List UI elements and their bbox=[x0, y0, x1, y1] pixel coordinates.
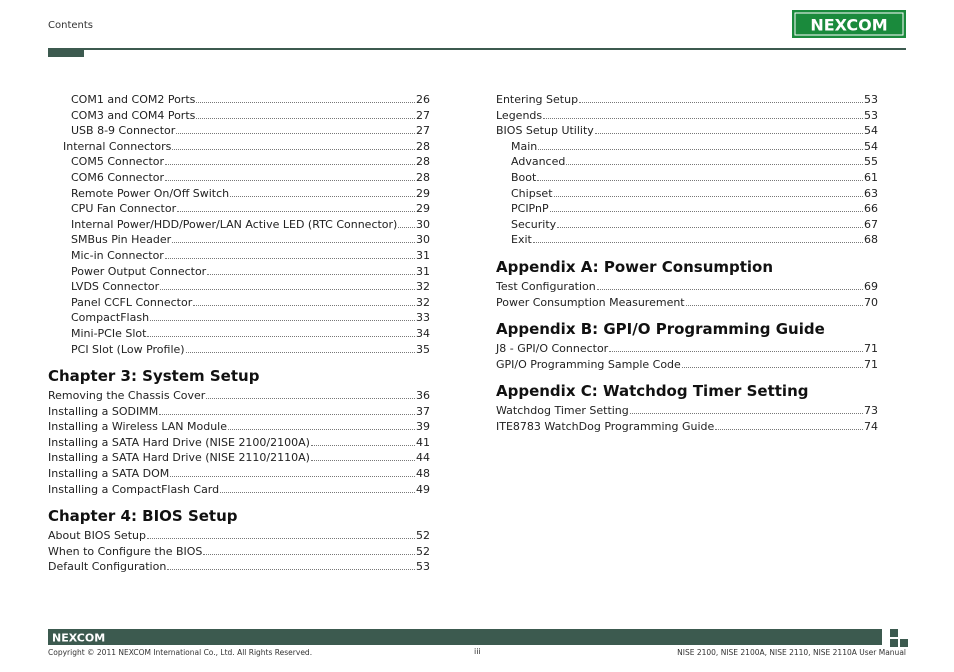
toc-entry-title: Installing a SATA Hard Drive (NISE 2100/2100A) bbox=[48, 435, 310, 449]
toc-entry-title: SMBus Pin Header bbox=[71, 233, 172, 247]
toc-entry[interactable] bbox=[48, 419, 430, 435]
toc-entry[interactable] bbox=[48, 544, 430, 560]
toc-entry-title: Mini-PCIe Slot bbox=[71, 326, 147, 340]
toc-entry-title: CompactFlash bbox=[71, 311, 150, 325]
toc-entry-title: Panel CCFL Connector bbox=[71, 295, 193, 309]
toc-entry-title: J8 - GPI/O Connector bbox=[496, 342, 609, 356]
toc-entry[interactable] bbox=[496, 217, 878, 233]
toc-entry-title: Power Output Connector bbox=[71, 264, 207, 278]
toc-leader-dots bbox=[609, 342, 863, 352]
toc-entry[interactable] bbox=[496, 341, 878, 357]
toc-entry-title: Internal Connectors bbox=[63, 139, 172, 153]
toc-entry-page: 34 bbox=[416, 326, 430, 340]
toc-entry-page: 41 bbox=[416, 435, 430, 449]
toc-leader-dots bbox=[150, 311, 415, 321]
toc-entry[interactable] bbox=[496, 357, 878, 373]
toc-entry-page: 32 bbox=[416, 295, 430, 309]
toc-entry-page: 28 bbox=[416, 155, 430, 169]
toc-entry[interactable] bbox=[496, 170, 878, 186]
toc-entry-page: 53 bbox=[864, 108, 878, 122]
toc-entry-title: Entering Setup bbox=[496, 93, 579, 106]
toc-entry-title: Chipset bbox=[511, 186, 553, 200]
toc-entry-page: 31 bbox=[416, 248, 430, 262]
toc-entry-page: 70 bbox=[864, 295, 878, 309]
toc-leader-dots bbox=[167, 560, 415, 570]
toc-entry[interactable] bbox=[48, 201, 430, 217]
toc-leader-dots bbox=[566, 155, 863, 165]
toc-leader-dots bbox=[597, 280, 863, 290]
toc-leader-dots bbox=[165, 155, 415, 165]
toc-leader-dots bbox=[147, 529, 415, 539]
header-label: Contents bbox=[48, 20, 93, 31]
toc-entry-title: Test Configuration bbox=[496, 279, 596, 293]
toc-entry-title: BIOS Setup Utility bbox=[496, 124, 594, 138]
toc-leader-dots bbox=[579, 93, 863, 103]
toc-entry-title: PCIPnP bbox=[511, 202, 549, 216]
toc-entry-page: 28 bbox=[416, 139, 430, 153]
toc-entry[interactable] bbox=[48, 170, 430, 186]
toc-entry-page: 63 bbox=[864, 186, 878, 200]
toc-entry-title: Advanced bbox=[511, 155, 566, 169]
toc-entry-page: 66 bbox=[864, 202, 878, 216]
section-heading: Chapter 3: System Setup bbox=[48, 367, 260, 386]
toc-entry[interactable] bbox=[48, 450, 430, 466]
toc-entry-title: COM1 and COM2 Ports bbox=[71, 93, 196, 106]
top-tab bbox=[48, 48, 84, 57]
toc-entry-page: 44 bbox=[416, 451, 430, 465]
toc-entry-page: 52 bbox=[416, 544, 430, 558]
toc-entry-title: Power Consumption Measurement bbox=[496, 295, 685, 309]
toc-entry[interactable] bbox=[48, 435, 430, 451]
toc-entry-title: LVDS Connector bbox=[71, 280, 160, 294]
toc-entry-title: GPI/O Programming Sample Code bbox=[496, 357, 681, 371]
toc-entry[interactable] bbox=[48, 342, 430, 358]
toc-entry-page: 71 bbox=[864, 357, 878, 371]
toc-leader-dots bbox=[193, 296, 415, 306]
toc-leader-dots bbox=[557, 218, 863, 228]
toc-entry[interactable] bbox=[48, 559, 430, 575]
toc-entry[interactable] bbox=[48, 326, 430, 342]
toc-entry-title: Watchdog Timer Setting bbox=[496, 404, 629, 418]
toc-left-column bbox=[48, 92, 430, 575]
toc-leader-dots bbox=[311, 451, 415, 461]
toc-entry-page: 52 bbox=[416, 529, 430, 543]
toc-entry-page: 53 bbox=[416, 560, 430, 574]
toc-entry-page: 30 bbox=[416, 217, 430, 231]
toc-entry-title: ITE8783 WatchDog Programming Guide bbox=[496, 419, 715, 433]
toc-leader-dots bbox=[186, 343, 415, 353]
copyright: Copyright © 2011 NEXCOM International Co., Ltd. All Rights Reserved. bbox=[48, 648, 313, 657]
toc-entry[interactable] bbox=[48, 92, 430, 108]
manual-title: NISE 2100, NISE 2100A, NISE 2110, NISE 2110A User Manual bbox=[677, 648, 906, 657]
toc-entry-page: 49 bbox=[416, 482, 430, 496]
toc-entry-title: When to Configure the BIOS bbox=[48, 544, 203, 558]
toc-leader-dots bbox=[207, 265, 415, 275]
toc-leader-dots bbox=[176, 124, 415, 134]
toc-entry-title: Installing a Wireless LAN Module bbox=[48, 420, 228, 434]
toc-entry[interactable] bbox=[48, 279, 430, 295]
toc-entry[interactable] bbox=[48, 482, 430, 498]
toc-entry-page: 37 bbox=[416, 404, 430, 418]
toc-leader-dots bbox=[595, 124, 863, 134]
toc-leader-dots bbox=[172, 233, 415, 243]
toc-entry[interactable] bbox=[48, 295, 430, 311]
toc-entry-title: Legends bbox=[496, 108, 543, 122]
toc-entry[interactable] bbox=[48, 154, 430, 170]
toc-leader-dots bbox=[537, 171, 863, 181]
toc-leader-dots bbox=[165, 171, 415, 181]
toc-entry[interactable] bbox=[48, 264, 430, 280]
toc-entry-page: 30 bbox=[416, 233, 430, 247]
footer-squares-icon bbox=[890, 629, 908, 647]
toc-entry-title: Mic-in Connector bbox=[71, 248, 164, 262]
toc-leader-dots bbox=[543, 109, 863, 119]
toc-leader-dots bbox=[550, 202, 863, 212]
toc-entry[interactable] bbox=[48, 310, 430, 326]
toc-entry[interactable] bbox=[48, 248, 430, 264]
section-heading: Appendix A: Power Consumption bbox=[496, 257, 774, 276]
toc-entry-page: 28 bbox=[416, 170, 430, 184]
toc-entry-title: COM5 Connector bbox=[71, 155, 165, 169]
toc-leader-dots bbox=[686, 296, 863, 306]
toc-entry-page: 36 bbox=[416, 389, 430, 403]
logo-text: NEXCOM bbox=[810, 15, 888, 35]
toc-entry[interactable] bbox=[48, 232, 430, 248]
toc-leader-dots bbox=[228, 420, 415, 430]
toc-entry-page: 27 bbox=[416, 108, 430, 122]
toc-leader-dots bbox=[630, 404, 863, 414]
toc-entry-title: About BIOS Setup bbox=[48, 529, 146, 543]
toc-entry-title: Removing the Chassis Cover bbox=[48, 389, 206, 403]
toc-entry[interactable] bbox=[48, 466, 430, 482]
toc-entry[interactable] bbox=[48, 108, 430, 124]
toc-leader-dots bbox=[203, 545, 415, 555]
toc-entry-page: 39 bbox=[416, 420, 430, 434]
toc-entry-title: Main bbox=[511, 139, 538, 153]
toc-entry[interactable] bbox=[496, 123, 878, 139]
toc-entry-title: CPU Fan Connector bbox=[71, 202, 177, 216]
toc-entry-title: Boot bbox=[511, 170, 537, 184]
toc-entry-page: 54 bbox=[864, 124, 878, 138]
toc-entry-title: Exit bbox=[511, 233, 532, 247]
svg-text:NEXCOM: NEXCOM bbox=[52, 631, 106, 644]
toc-entry-title: Default Configuration bbox=[48, 560, 167, 574]
toc-entry-page: 69 bbox=[864, 279, 878, 293]
toc-leader-dots bbox=[177, 202, 415, 212]
toc-entry-title: Remote Power On/Off Switch bbox=[71, 186, 230, 200]
toc-entry-page: 73 bbox=[864, 404, 878, 418]
toc-leader-dots bbox=[398, 218, 415, 228]
toc-entry[interactable] bbox=[48, 123, 430, 139]
toc-entry[interactable] bbox=[496, 419, 878, 435]
toc-entry-title: Installing a CompactFlash Card bbox=[48, 482, 220, 496]
nexcom-logo bbox=[792, 10, 906, 38]
toc-entry-page: 55 bbox=[864, 155, 878, 169]
toc-entry[interactable] bbox=[496, 295, 878, 311]
toc-leader-dots bbox=[196, 93, 415, 103]
toc-entry-title: Installing a SATA DOM bbox=[48, 467, 170, 481]
section-heading: Chapter 4: BIOS Setup bbox=[48, 507, 238, 526]
toc-leader-dots bbox=[172, 140, 415, 150]
toc-leader-dots bbox=[682, 358, 863, 368]
toc-entry-page: 68 bbox=[864, 233, 878, 247]
toc-entry-title: Installing a SODIMM bbox=[48, 404, 159, 418]
toc-leader-dots bbox=[554, 187, 863, 197]
toc-entry[interactable] bbox=[496, 139, 878, 155]
toc-entry-title: COM3 and COM4 Ports bbox=[71, 108, 196, 122]
toc-leader-dots bbox=[206, 389, 415, 399]
toc-entry-page: 29 bbox=[416, 202, 430, 216]
toc-entry[interactable] bbox=[496, 154, 878, 170]
toc-entry-page: 61 bbox=[864, 170, 878, 184]
toc-leader-dots bbox=[196, 109, 415, 119]
toc-leader-dots bbox=[220, 483, 415, 493]
toc-entry-title: PCI Slot (Low Profile) bbox=[71, 342, 185, 356]
toc-entry-page: 31 bbox=[416, 264, 430, 278]
toc-entry[interactable] bbox=[496, 279, 878, 295]
toc-entry-page: 53 bbox=[864, 93, 878, 106]
toc-entry-page: 27 bbox=[416, 124, 430, 138]
footer-nexcom-logo bbox=[50, 630, 110, 644]
toc-leader-dots bbox=[165, 249, 415, 259]
toc-entry-title: Security bbox=[511, 217, 557, 231]
toc-entry-page: 67 bbox=[864, 217, 878, 231]
toc-entry-page: 74 bbox=[864, 419, 878, 433]
toc-leader-dots bbox=[230, 187, 415, 197]
toc-leader-dots bbox=[533, 233, 863, 243]
toc-entry[interactable] bbox=[48, 186, 430, 202]
section-heading: Appendix C: Watchdog Timer Setting bbox=[496, 382, 809, 401]
toc-entry[interactable] bbox=[496, 186, 878, 202]
toc-entry[interactable] bbox=[496, 403, 878, 419]
toc-entry-title: Internal Power/HDD/Power/LAN Active LED (RTC Connector) bbox=[71, 217, 398, 231]
toc-leader-dots bbox=[159, 405, 415, 415]
toc-leader-dots bbox=[311, 436, 415, 446]
toc-leader-dots bbox=[170, 467, 415, 477]
toc-leader-dots bbox=[160, 280, 415, 290]
toc-entry[interactable] bbox=[496, 108, 878, 124]
toc-entry[interactable] bbox=[48, 139, 430, 155]
top-rule bbox=[48, 48, 906, 50]
toc-entry-title: USB 8-9 Connector bbox=[71, 124, 176, 138]
toc-entry[interactable] bbox=[48, 404, 430, 420]
page-number: iii bbox=[474, 647, 481, 656]
section-heading: Appendix B: GPI/O Programming Guide bbox=[496, 320, 825, 339]
toc-right-column bbox=[496, 92, 878, 435]
toc-entry-page: 26 bbox=[416, 93, 430, 106]
toc-leader-dots bbox=[538, 140, 863, 150]
toc-entry-page: 29 bbox=[416, 186, 430, 200]
toc-entry-title: COM6 Connector bbox=[71, 170, 165, 184]
toc-entry-page: 35 bbox=[416, 342, 430, 356]
toc-entry-title: Installing a SATA Hard Drive (NISE 2110/2110A) bbox=[48, 451, 310, 465]
toc-entry-page: 54 bbox=[864, 139, 878, 153]
toc-entry[interactable] bbox=[48, 528, 430, 544]
toc-entry[interactable] bbox=[496, 232, 878, 248]
toc-entry[interactable] bbox=[48, 388, 430, 404]
toc-entry[interactable] bbox=[496, 201, 878, 217]
footer-bar bbox=[48, 629, 882, 645]
toc-entry-page: 71 bbox=[864, 342, 878, 356]
toc-entry-page: 48 bbox=[416, 467, 430, 481]
toc-entry[interactable] bbox=[496, 92, 878, 108]
toc-entry-page: 33 bbox=[416, 311, 430, 325]
toc-leader-dots bbox=[715, 420, 863, 430]
toc-entry-page: 32 bbox=[416, 280, 430, 294]
toc-leader-dots bbox=[147, 327, 415, 337]
toc-entry[interactable] bbox=[48, 217, 430, 233]
